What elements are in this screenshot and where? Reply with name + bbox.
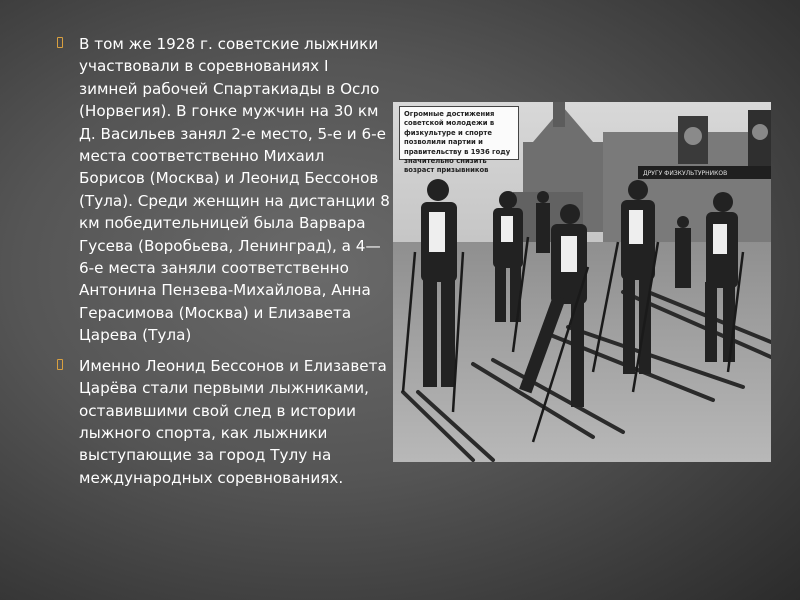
- bullet-item-2: [55, 355, 390, 489]
- bullet-marker-icon: [57, 359, 63, 370]
- photo-caption-sign: Огромные достижения советской молодежи в физкультуре и спорте позволили партии и правительству в 1936 году значительно снизить возраст призывников: [399, 106, 519, 160]
- bullet-item-1: [55, 33, 390, 347]
- historical-photo-skiers: [393, 102, 771, 462]
- bullet-text-2: Именно Леонид Бессонов и Елизавета Царёва стали первыми лыжниками, оставившими свой след в истории лыжного спорта, как лыжники выступающие за город Тулу на международных соревнованиях.: [79, 356, 387, 487]
- bullet-marker-icon: [57, 37, 63, 48]
- slide-text-column: [55, 33, 390, 497]
- banner-text: ДРУГУ ФИЗКУЛЬТУРНИКОВ: [643, 170, 728, 177]
- bullet-text-1: В том же 1928 г. советские лыжники участвовали в соревнованиях I зимней рабочей Спартакиады в Осло (Норвегия). В гонке мужчин на 30 км Д. Васильев занял 2-е место, 5-е и 6-е места соответственно Михаил Борисов (Москва) и Леонид Бессонов (Тула). Среди женщин на дистанции 8 км победительницей была Варвара Гусева (Воробьева, Ленинград), а 4—6-е места заняли соответственно Антонина Пензева-Михайлова, Анна Герасимова (Москва) и Елизавета Царева (Тула): [79, 35, 390, 345]
